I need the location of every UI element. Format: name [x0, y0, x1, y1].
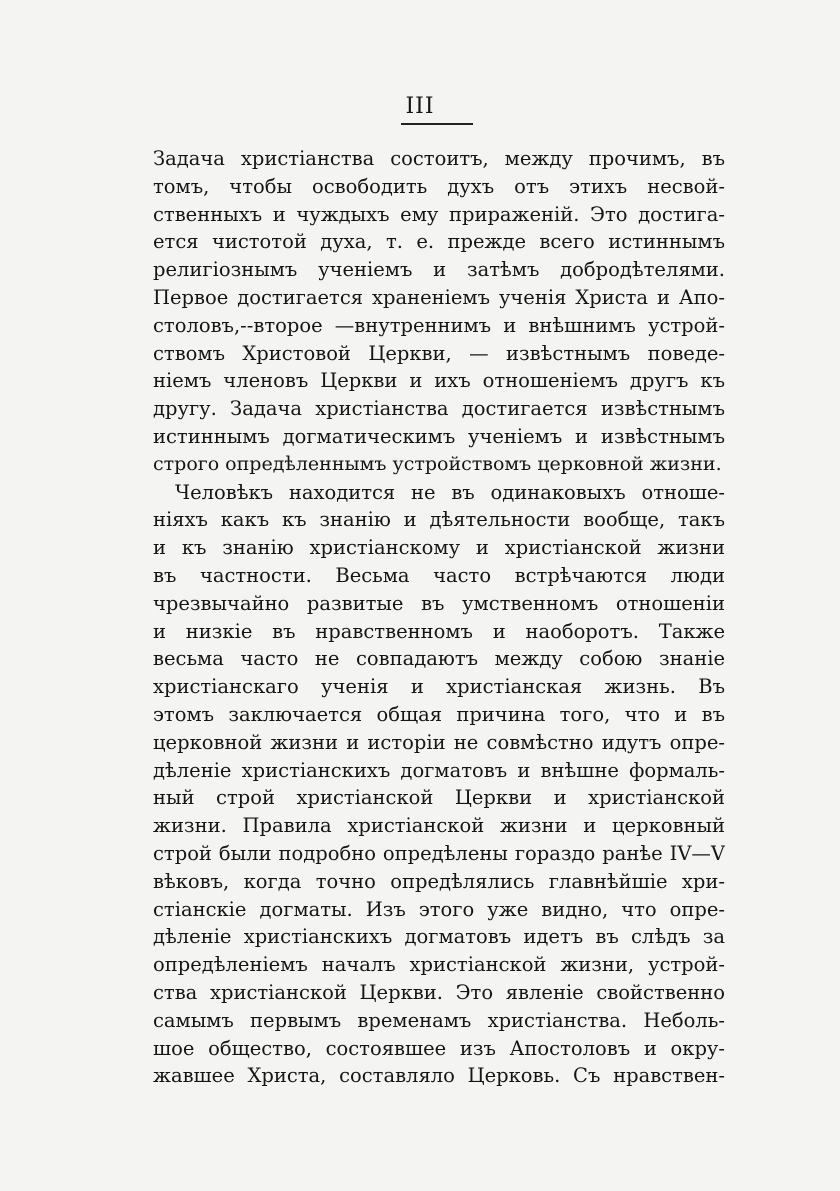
text-line: строй были подробно опредѣлены гораздо ранѣе IV—V — [153, 841, 725, 865]
text-line: столовъ,--второе —внутреннимъ и внѣшнимъ устрой- — [153, 313, 725, 337]
text-line: Первое достигается храненіемъ ученія Христа и Апо- — [153, 285, 725, 309]
page-number: III — [405, 94, 435, 119]
text-line: стіанскіе догматы. Изъ этого уже видно, что опре- — [153, 897, 725, 921]
text-line: жавшее Христа, составляло Церковь. Съ нравствен- — [153, 1064, 725, 1088]
text-line: другу. Задача христіанства достигается извѣстнымъ — [153, 397, 725, 421]
text-line: и къ знанію христіанскому и христіанской жизни — [153, 536, 725, 560]
text-line: томъ, чтобы освободить духъ отъ этихъ несвой- — [153, 174, 725, 198]
text-line: религіознымъ ученіемъ и затѣмъ добродѣтелями. — [153, 258, 725, 282]
text-line: строго опредѣленнымъ устройствомъ церковной жизни. — [153, 452, 722, 475]
text-line: ствомъ Христовой Церкви, — извѣстнымъ поведе- — [153, 341, 725, 365]
text-line: жизни. Правила христіанской жизни и церковный — [153, 814, 725, 838]
text-line: Человѣкъ находится не въ одинаковыхъ отноше- — [175, 480, 725, 504]
text-line: христіанскаго ученія и христіанская жизнь. Въ — [153, 675, 725, 699]
text-line: этомъ заключается общая причина того, что и въ — [153, 702, 725, 726]
text-line: церковной жизни и исторіи не совмѣстно идутъ опре- — [153, 730, 725, 754]
text-line: чрезвычайно развитые въ умственномъ отношеніи — [153, 591, 725, 615]
text-line: дѣленіе христіанскихъ догматовъ идетъ въ слѣдъ за — [153, 925, 725, 949]
body-text — [153, 145, 725, 1090]
text-line: вѣковъ, когда точно опредѣлялись главнѣйшіе хри- — [153, 869, 725, 893]
text-line: ственныхъ и чуждыхъ ему приражeній. Это достига- — [153, 202, 725, 226]
text-line: въ частности. Весьма часто встрѣчаются люди — [153, 563, 725, 587]
text-line: Задача христіанства состоитъ, между прочимъ, въ — [153, 147, 725, 170]
text-line: и низкіе въ нравственномъ и наоборотъ. Также — [153, 619, 725, 643]
text-line: опредѣленіемъ началъ христіанской жизни, устрой- — [153, 953, 725, 977]
text-line: дѣленіе христіанскихъ догматовъ и внѣшне формаль- — [153, 758, 725, 782]
text-line: ства христіанской Церкви. Это явленіе свойственно — [153, 980, 725, 1004]
text-line: ется чистотой духа, т. е. прежде всего истиннымъ — [153, 230, 725, 254]
text-line: ніяхъ какъ къ знанію и дѣятельности вообще, такъ — [153, 508, 725, 532]
text-line: весьма часто не совпадаютъ между собою знаніе — [153, 647, 725, 671]
text-line: самымъ первымъ временамъ христіанства. Неболь- — [153, 1008, 725, 1032]
page-number-rule — [401, 123, 473, 125]
text-line: ніемъ членовъ Церкви и ихъ отношеніемъ другъ къ — [153, 369, 725, 393]
text-line: шое общество, состоявшее изъ Апостоловъ и окру- — [153, 1036, 725, 1060]
text-line: истиннымъ догматическимъ ученіемъ и извѣстнымъ — [153, 424, 725, 448]
text-line: ный строй христіанской Церкви и христіанской — [153, 786, 725, 810]
